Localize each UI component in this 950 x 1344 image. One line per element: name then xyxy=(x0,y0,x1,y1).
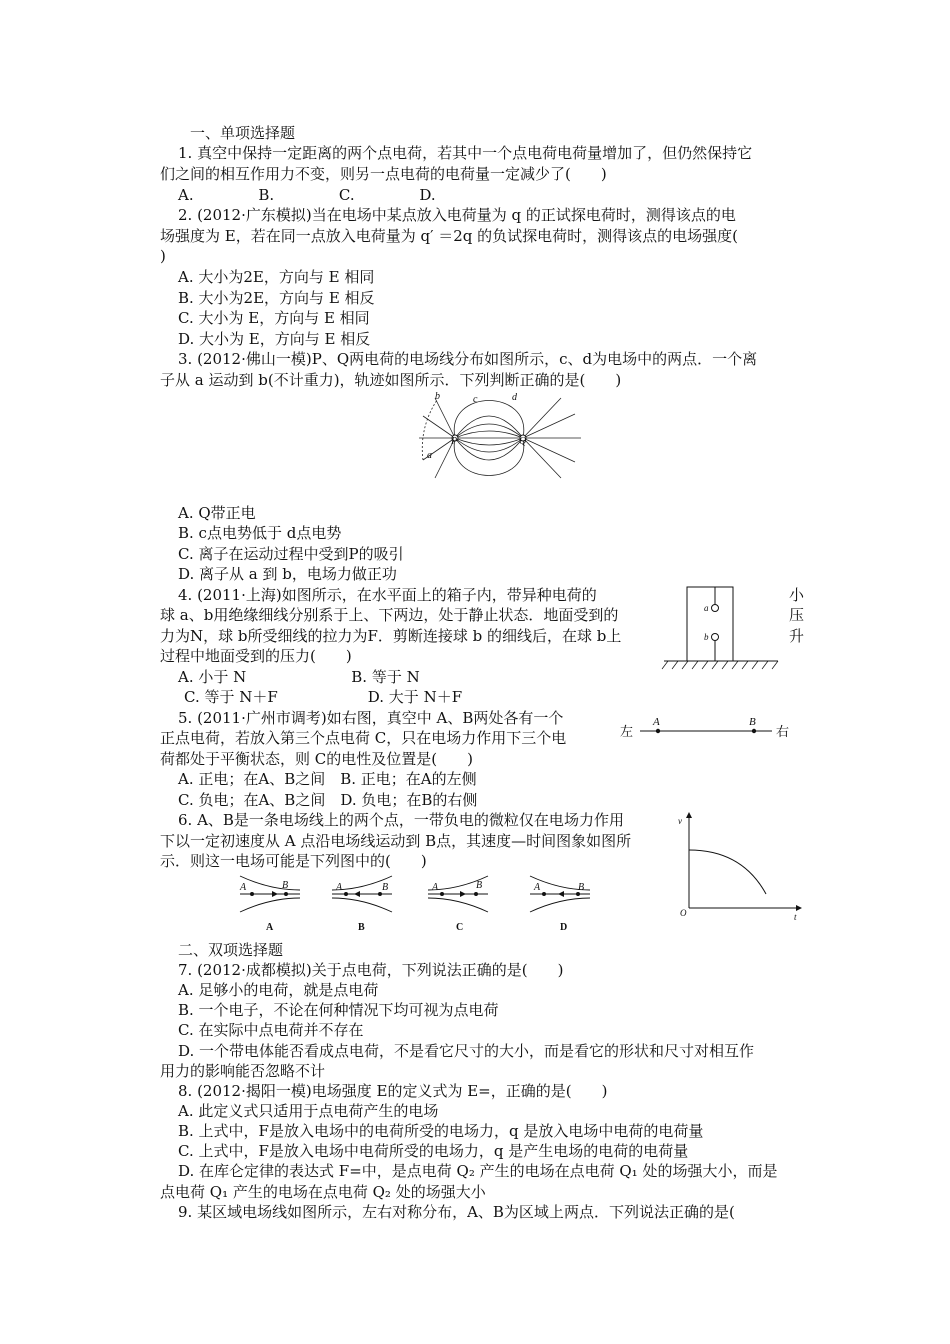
question-3-option-c: C. 离子在运动过程中受到P的吸引 xyxy=(178,545,404,563)
question-4-options-ab: A. 小于 N B. 等于 N xyxy=(178,668,420,686)
question-4-line-4: 过程中地面受到的压力( ) xyxy=(160,647,352,665)
section-heading-single-choice: 一、单项选择题 xyxy=(190,124,296,142)
question-2-option-c: C. 大小为 E，方向与 E 相同 xyxy=(178,309,370,327)
question-1-line-2: 们之间的相互作用力不变，则另一点电荷的电荷量一定减少了( ) xyxy=(160,165,607,183)
question-2-line-3: ) xyxy=(160,247,166,265)
question-8-option-c: C. 上式中，F是放入电场中电荷所受的电场力，q 是产生电场的电荷的电荷量 xyxy=(178,1142,689,1160)
fig6-a-point-b: B xyxy=(282,880,289,891)
fig6-option-c: C xyxy=(456,922,464,933)
question-4-line-2: 球 a、b用绝缘细线分别系于上、下两边，处于静止状态．地面受到的 xyxy=(160,606,619,624)
question-7-option-a: A. 足够小的电荷，就是点电荷 xyxy=(178,981,379,999)
question-5-options-ab: A. 正电；在A、B之间 B. 正电；在A的左侧 xyxy=(178,770,477,788)
question-1-line-1: 1. 真空中保持一定距离的两个点电荷，若其中一个点电荷电荷量增加了，但仍然保持它 xyxy=(178,144,753,162)
question-7-line-1: 7. (2012·成都模拟)关于点电荷，下列说法正确的是( ) xyxy=(178,961,564,979)
question-2-line-1: 2. (2012·广东模拟)当在电场中某点放入电荷量为 q 的正试探电荷时，测得该点的电 xyxy=(178,206,736,224)
question-4-line-3: 力为N，球 b所受细线的拉力为F．剪断连接球 b 的细线后，在球 b上 xyxy=(160,627,622,645)
question-7-option-c: C. 在实际中点电荷并不存在 xyxy=(178,1021,364,1039)
question-3-option-a: A. Q带正电 xyxy=(178,504,256,522)
fig5-label-right: 右 xyxy=(776,724,790,739)
side-char-3: 升 xyxy=(789,627,805,645)
question-5-line-3: 荷都处于平衡状态，则 C的电性及位置是( ) xyxy=(160,750,473,768)
question-2-line-2: 场强度为 E，若在同一点放入电荷量为 q′ ＝2q 的负试探电荷时，测得该点的电场强度( xyxy=(160,227,739,245)
fig6-c-point-b: B xyxy=(476,880,483,891)
question-7-option-d-line-2: 用力的影响能否忽略不计 xyxy=(160,1062,326,1080)
question-7-option-b: B. 一个电子，不论在何种情况下均可视为点电荷 xyxy=(178,1001,499,1019)
question-7-option-d-line-1: D. 一个带电体能否看成点电荷，不是看它尺寸的大小，而是看它的形状和尺寸对相互作 xyxy=(178,1042,755,1060)
fig3-label-p: P xyxy=(451,436,458,447)
fig4-label-a: a xyxy=(704,603,709,613)
question-8-option-b: B. 上式中，F是放入电场中的电荷所受的电场力，q 是放入电场中电荷的电荷量 xyxy=(178,1122,704,1140)
fig6-option-a: A xyxy=(266,922,274,933)
line-with-charges-a-b-figure xyxy=(618,714,798,744)
question-3-option-b: B. c点电势低于 d点电势 xyxy=(178,524,342,542)
fig5-label-left: 左 xyxy=(620,724,634,739)
electric-field-lines-figure xyxy=(415,388,585,496)
question-2-option-b: B. 大小为2E，方向与 E 相反 xyxy=(178,289,375,307)
question-8-line-1: 8. (2012·揭阳一模)电场强度 E的定义式为 E=，正确的是( ) xyxy=(178,1082,608,1100)
question-8-option-d-line-2: 点电荷 Q₁ 产生的电场在点电荷 Q₂ 处的场强大小 xyxy=(160,1183,486,1201)
fig6-option-b: B xyxy=(358,922,365,933)
question-3-option-d: D. 离子从 a 到 b，电场力做正功 xyxy=(178,565,397,583)
graph-origin-o: O xyxy=(680,908,687,918)
question-6-line-1: 6. A、B是一条电场线上的两个点，一带负电的微粒仅在电场力作用 xyxy=(178,811,624,829)
fig6-option-d: D xyxy=(560,922,568,933)
fig6-b-point-a: A xyxy=(336,882,343,893)
fig3-label-c: c xyxy=(473,394,478,405)
question-1-options: A. B. C. D. xyxy=(178,186,436,204)
graph-axis-t: t xyxy=(794,912,797,922)
fig6-d-point-b: B xyxy=(578,882,585,893)
field-line-options-figure xyxy=(232,864,612,936)
question-6-line-2: 下以一定初速度从 A 点沿电场线运动到 B点，其速度—时间图象如图所 xyxy=(160,832,632,850)
fig4-label-b: b xyxy=(704,632,709,642)
fig6-d-point-a: A xyxy=(534,882,541,893)
fig3-label-d: d xyxy=(512,392,517,403)
question-5-options-cd: C. 负电；在A、B之间 D. 负电；在B的右侧 xyxy=(178,791,478,809)
velocity-time-graph xyxy=(672,810,812,922)
question-6-line-3: 示．则这一电场可能是下列图中的( ) xyxy=(160,852,427,870)
fig3-label-q: Q xyxy=(519,436,527,447)
question-3-line-2: 子从 a 运动到 b(不计重力)，轨迹如图所示．下列判断正确的是( ) xyxy=(160,371,622,389)
fig6-a-point-a: A xyxy=(240,882,247,893)
side-char-1: 小 xyxy=(789,586,805,604)
fig6-b-point-b: B xyxy=(382,882,389,893)
fig6-c-point-a: A xyxy=(432,882,439,893)
question-5-line-2: 正点电荷，若放入第三个点电荷 C，只在电场力作用下三个电 xyxy=(160,729,567,747)
side-char-2: 压 xyxy=(789,606,805,624)
box-with-charged-balls-figure xyxy=(660,585,780,675)
graph-axis-v: v xyxy=(678,816,682,826)
fig3-label-b: b xyxy=(435,391,440,402)
fig5-label-a: A xyxy=(653,716,660,728)
question-4-line-1: 4. (2011·上海)如图所示，在水平面上的箱子内，带异种电荷的 xyxy=(178,586,597,604)
question-8-option-d-line-1: D. 在库仑定律的表达式 F=中，是点电荷 Q₂ 产生的电场在点电荷 Q₁ 处的场强大小，而是 xyxy=(178,1162,778,1180)
question-9-line-1: 9. 某区域电场线如图所示，左右对称分布，A、B为区域上两点．下列说法正确的是( xyxy=(178,1203,735,1221)
question-2-option-d: D. 大小为 E，方向与 E 相反 xyxy=(178,330,371,348)
fig3-label-a: a xyxy=(427,450,432,461)
question-3-line-1: 3. (2012·佛山一模)P、Q两电荷的电场线分布如图所示，c、d为电场中的两点．一个离 xyxy=(178,350,758,368)
fig5-label-b: B xyxy=(749,716,756,728)
question-2-option-a: A. 大小为2E，方向与 E 相同 xyxy=(178,268,375,286)
question-4-options-cd: C. 等于 N＋F D. 大于 N＋F xyxy=(184,688,463,706)
section-heading-double-choice: 二、双项选择题 xyxy=(178,941,284,959)
question-8-option-a: A. 此定义式只适用于点电荷产生的电场 xyxy=(178,1102,439,1120)
question-5-line-1: 5. (2011·广州市调考)如右图，真空中 A、B两处各有一个 xyxy=(178,709,564,727)
